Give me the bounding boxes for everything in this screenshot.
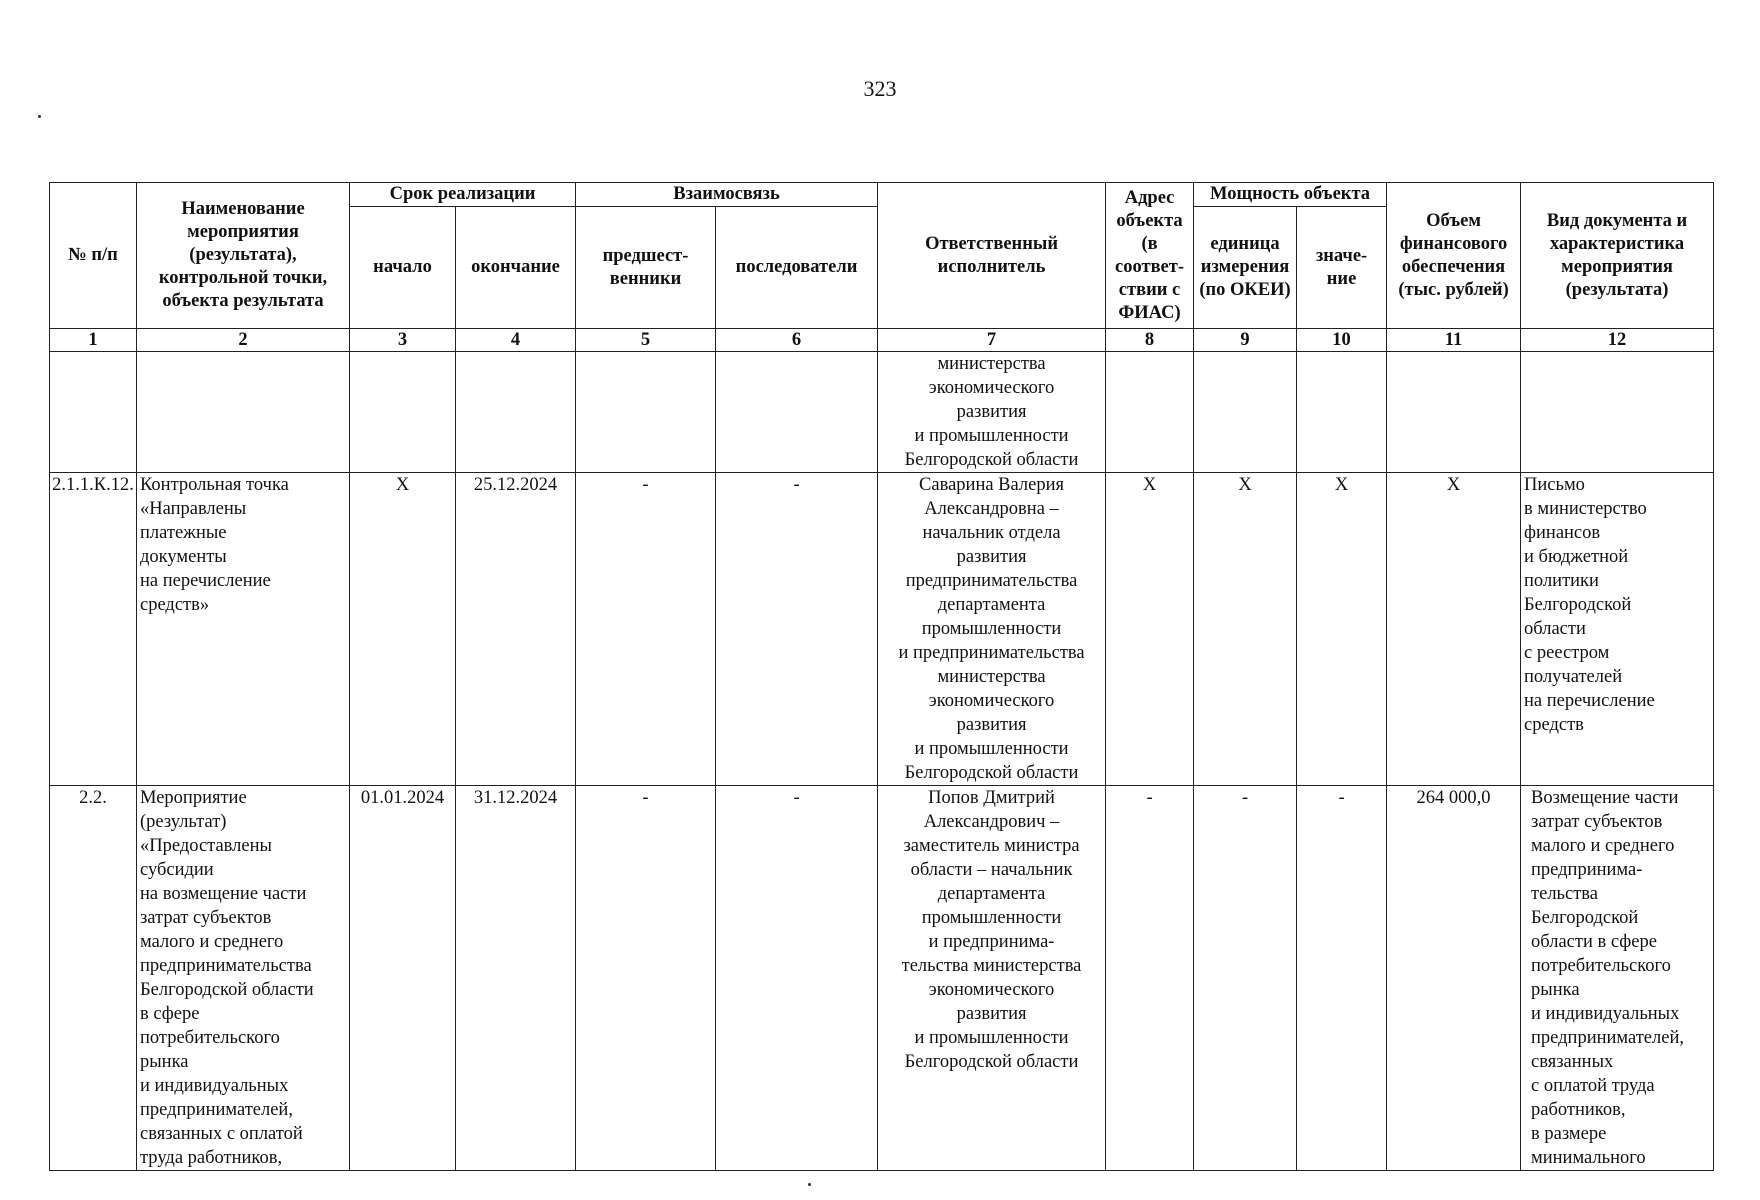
cell-finance xyxy=(1387,352,1521,473)
header-group-capacity: Мощность объекта xyxy=(1194,183,1387,207)
header-num: № п/п xyxy=(50,183,137,329)
cell-finance: Х xyxy=(1387,473,1521,786)
cell-end xyxy=(456,352,576,473)
column-number: 6 xyxy=(716,329,878,352)
cell-unit: Х xyxy=(1194,473,1297,786)
cell-predecessors: - xyxy=(576,473,716,786)
cell-num: 2.2. xyxy=(50,786,137,1171)
header-finance: Объем финансового обеспечения (тыс. рублей) xyxy=(1387,183,1521,329)
cell-value xyxy=(1297,352,1387,473)
column-number: 4 xyxy=(456,329,576,352)
cell-unit xyxy=(1194,352,1297,473)
cell-doc: Письмо в министерство финансов и бюджетной политики Белгородской области с реестром получателей на перечисление средств xyxy=(1521,473,1714,786)
column-number: 7 xyxy=(878,329,1106,352)
column-number: 2 xyxy=(137,329,350,352)
cell-predecessors xyxy=(576,352,716,473)
cell-start: 01.01.2024 xyxy=(350,786,456,1171)
cell-address: - xyxy=(1106,786,1194,1171)
cell-responsible: Попов Дмитрий Александрович – заместитель министра области – начальник департамента промышленности и предпринима- тельства министерства экономического развития и промышленности Белгородской области xyxy=(878,786,1106,1171)
header-successors: последователи xyxy=(716,207,878,329)
cell-successors: - xyxy=(716,473,878,786)
page-number: 323 xyxy=(863,76,897,101)
cell-end: 31.12.2024 xyxy=(456,786,576,1171)
column-number: 3 xyxy=(350,329,456,352)
cell-address: Х xyxy=(1106,473,1194,786)
cell-value: Х xyxy=(1297,473,1387,786)
column-number: 8 xyxy=(1106,329,1194,352)
column-number: 12 xyxy=(1521,329,1714,352)
column-number: 9 xyxy=(1194,329,1297,352)
cell-num xyxy=(50,352,137,473)
cell-num: 2.1.1.К.12. xyxy=(50,473,137,786)
scan-speck xyxy=(38,115,41,118)
scan-speck xyxy=(808,1183,811,1186)
cell-doc: Возмещение части затрат субъектов малого и среднего предпринима- тельства Белгородской области в сфере потребительского рынка и индивидуальных предпринимателей, связанных с оплатой труда работников, в размере минимального xyxy=(1521,786,1714,1171)
cell-address xyxy=(1106,352,1194,473)
header-end: окончание xyxy=(456,207,576,329)
header-unit: единица измерения (по ОКЕИ) xyxy=(1194,207,1297,329)
cell-successors xyxy=(716,352,878,473)
cell-start xyxy=(350,352,456,473)
column-number: 1 xyxy=(50,329,137,352)
table-row xyxy=(50,352,1714,473)
column-number: 11 xyxy=(1387,329,1521,352)
table-row xyxy=(50,473,1714,786)
cell-start: Х xyxy=(350,473,456,786)
cell-name xyxy=(137,352,350,473)
header-group-link: Взаимосвязь xyxy=(576,183,878,207)
cell-end: 25.12.2024 xyxy=(456,473,576,786)
cell-name: Мероприятие (результат) «Предоставлены субсидии на возмещение части затрат субъектов малого и среднего предпринимательства Белгородской области в сфере потребительского рынка и индивидуальных предпринимателей, связанных с оплатой труда работников, xyxy=(137,786,350,1171)
cell-value: - xyxy=(1297,786,1387,1171)
cell-responsible: Саварина Валерия Александровна – начальник отдела развития предпринимательства департамента промышленности и предпринимательства министерства экономического развития и промышленности Белгородской области xyxy=(878,473,1106,786)
header-name: Наименование мероприятия (результата), контрольной точки, объекта результата xyxy=(137,183,350,329)
cell-finance: 264 000,0 xyxy=(1387,786,1521,1171)
header-predecessors: предшест- венники xyxy=(576,207,716,329)
column-number: 5 xyxy=(576,329,716,352)
cell-doc xyxy=(1521,352,1714,473)
cell-name: Контрольная точка «Направлены платежные документы на перечисление средств» xyxy=(137,473,350,786)
header-value: значе- ние xyxy=(1297,207,1387,329)
cell-responsible: министерства экономического развития и промышленности Белгородской области xyxy=(878,352,1106,473)
table-row xyxy=(50,786,1714,1171)
header-group-term: Срок реализации xyxy=(350,183,576,207)
cell-successors: - xyxy=(716,786,878,1171)
column-number: 10 xyxy=(1297,329,1387,352)
cell-predecessors: - xyxy=(576,786,716,1171)
header-address: Адрес объекта (в соответ- ствии с ФИАС) xyxy=(1106,183,1194,329)
header-doc: Вид документа и характеристика мероприятия (результата) xyxy=(1521,183,1714,329)
cell-unit: - xyxy=(1194,786,1297,1171)
header-start: начало xyxy=(350,207,456,329)
plan-table xyxy=(49,182,1714,1171)
header-responsible: Ответственный исполнитель xyxy=(878,183,1106,329)
